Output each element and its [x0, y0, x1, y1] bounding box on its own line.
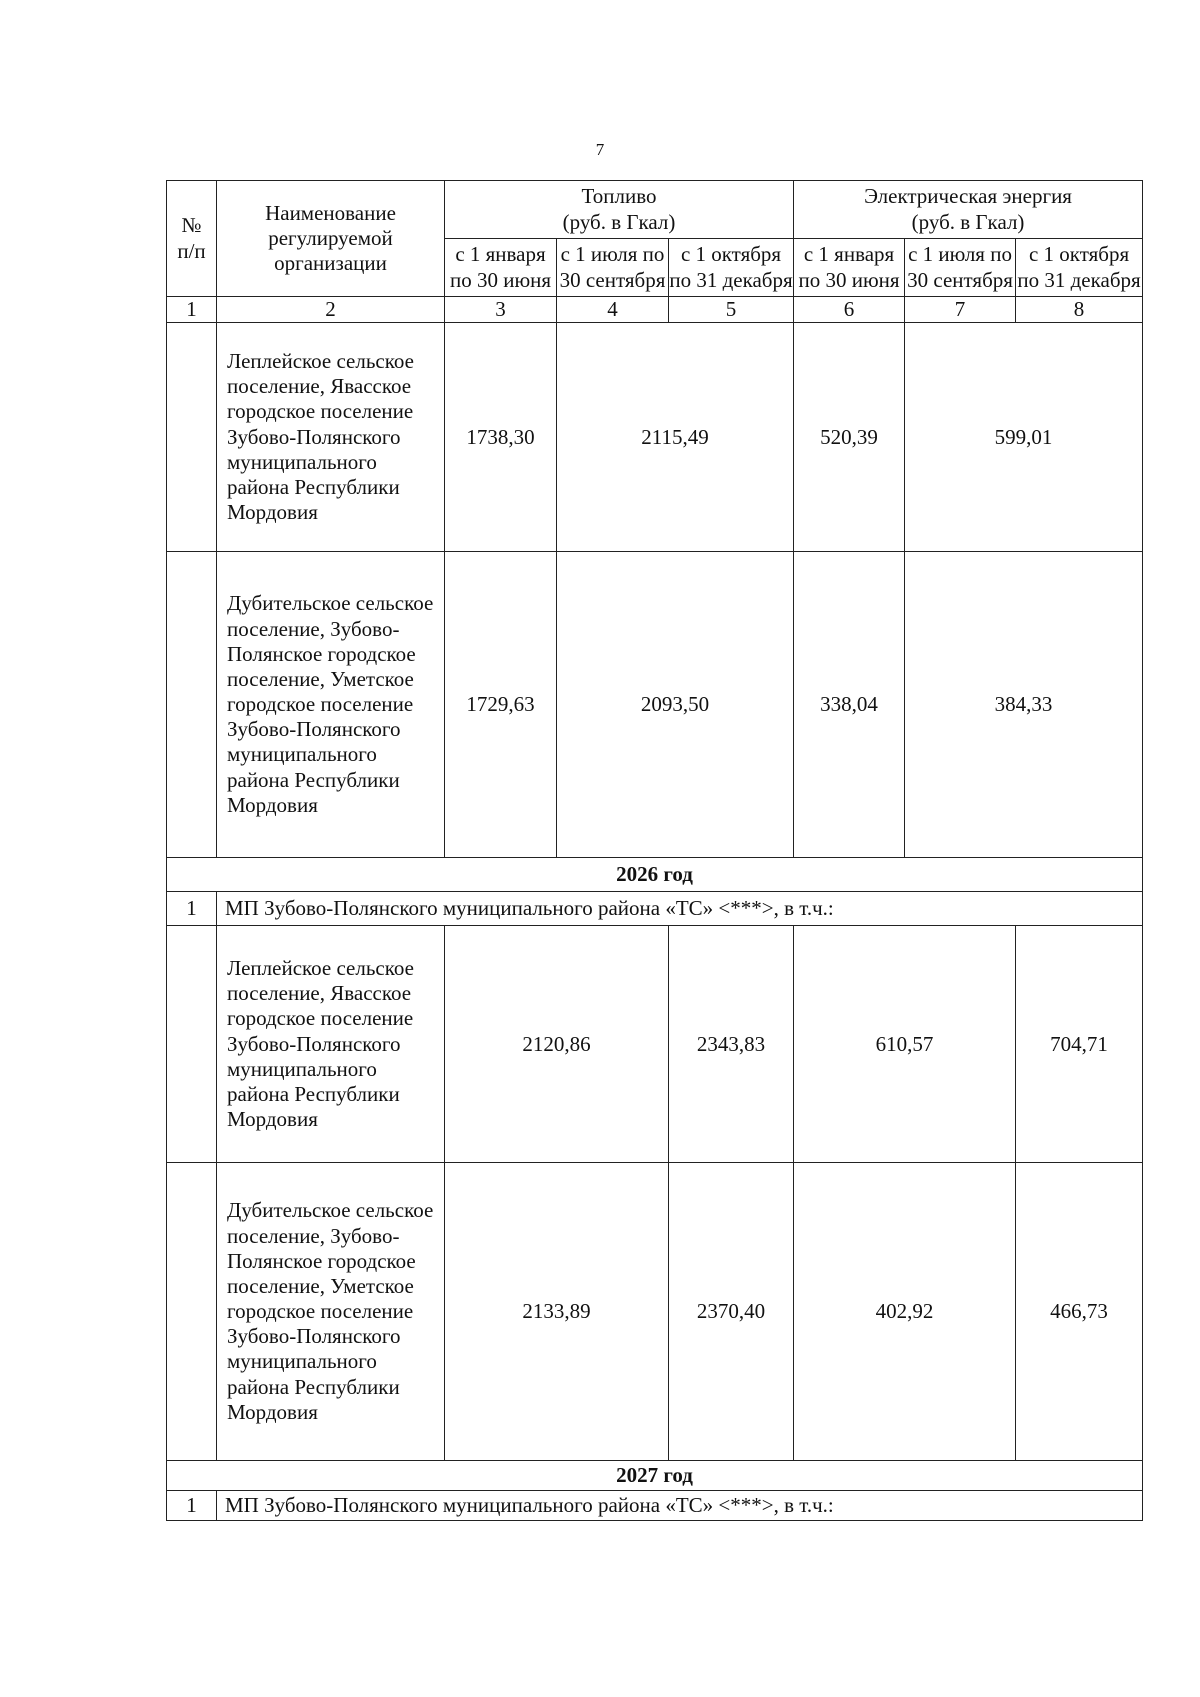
electricity-value: 520,39: [794, 323, 905, 552]
electricity-value: 402,92: [794, 1163, 1016, 1461]
company-name: МП Зубово-Полянского муниципального района «ТС» <***>, в т.ч.:: [217, 1491, 1143, 1521]
column-number: 6: [794, 297, 905, 323]
column-number: 1: [167, 297, 217, 323]
header-period-el-1: с 1 января по 30 июня: [794, 239, 905, 297]
fuel-value: 2133,89: [445, 1163, 669, 1461]
header-fuel: Топливо (руб. в Гкал): [445, 181, 794, 239]
header-org-name: Наименование регулируемой организации: [217, 181, 445, 297]
table-row: [167, 552, 1143, 858]
column-number: 3: [445, 297, 557, 323]
row-num-empty: [167, 1163, 217, 1461]
fuel-value: 2343,83: [669, 926, 794, 1163]
header-period-fuel-2: с 1 июля по 30 сентября: [557, 239, 669, 297]
column-number: 7: [905, 297, 1016, 323]
company-row: [167, 892, 1143, 926]
electricity-value: 384,33: [905, 552, 1143, 858]
fuel-value: 2370,40: [669, 1163, 794, 1461]
electricity-value: 599,01: [905, 323, 1143, 552]
column-number: 2: [217, 297, 445, 323]
header-period-fuel-3: с 1 октября по 31 декабря: [669, 239, 794, 297]
row-num: 1: [167, 892, 217, 926]
electricity-value: 610,57: [794, 926, 1016, 1163]
year-label: 2026 год: [167, 858, 1143, 892]
column-number: 8: [1016, 297, 1143, 323]
fuel-value: 2115,49: [557, 323, 794, 552]
header-period-el-3: с 1 октября по 31 декабря: [1016, 239, 1143, 297]
fuel-value: 2120,86: [445, 926, 669, 1163]
org-name: Дубительское сельское поселение, Зубово-Полянское городское поселение, Уметское городское поселение Зубово-Полянского муниципального района Республики Мордовия: [217, 1163, 445, 1461]
header-period-fuel-1: с 1 января по 30 июня: [445, 239, 557, 297]
header-num: № п/п: [167, 181, 217, 297]
org-name: Дубительское сельское поселение, Зубово-Полянское городское поселение, Уметское городское поселение Зубово-Полянского муниципального района Республики Мордовия: [217, 552, 445, 858]
company-row: [167, 1491, 1143, 1521]
header-row-column-numbers: [167, 297, 1143, 323]
company-name: МП Зубово-Полянского муниципального района «ТС» <***>, в т.ч.:: [217, 892, 1143, 926]
year-label: 2027 год: [167, 1461, 1143, 1491]
table-row: [167, 926, 1143, 1163]
tariff-table: [166, 180, 1143, 1521]
table-row: [167, 1163, 1143, 1461]
fuel-value: 1738,30: [445, 323, 557, 552]
row-num-empty: [167, 323, 217, 552]
org-name: Леплейское сельское поселение, Явасское городское поселение Зубово-Полянского муниципального района Республики Мордовия: [217, 926, 445, 1163]
fuel-value: 1729,63: [445, 552, 557, 858]
header-row-groups: [167, 181, 1143, 239]
electricity-value: 704,71: [1016, 926, 1143, 1163]
electricity-value: 338,04: [794, 552, 905, 858]
year-row: [167, 1461, 1143, 1491]
row-num: 1: [167, 1491, 217, 1521]
fuel-value: 2093,50: [557, 552, 794, 858]
year-row: [167, 858, 1143, 892]
electricity-value: 466,73: [1016, 1163, 1143, 1461]
page-number: 7: [595, 140, 605, 159]
header-electricity: Электрическая энергия (руб. в Гкал): [794, 181, 1143, 239]
header-period-el-2: с 1 июля по 30 сентября: [905, 239, 1016, 297]
column-number: 4: [557, 297, 669, 323]
row-num-empty: [167, 926, 217, 1163]
column-number: 5: [669, 297, 794, 323]
org-name: Леплейское сельское поселение, Явасское городское поселение Зубово-Полянского муниципального района Республики Мордовия: [217, 323, 445, 552]
table-row: [167, 323, 1143, 552]
row-num-empty: [167, 552, 217, 858]
